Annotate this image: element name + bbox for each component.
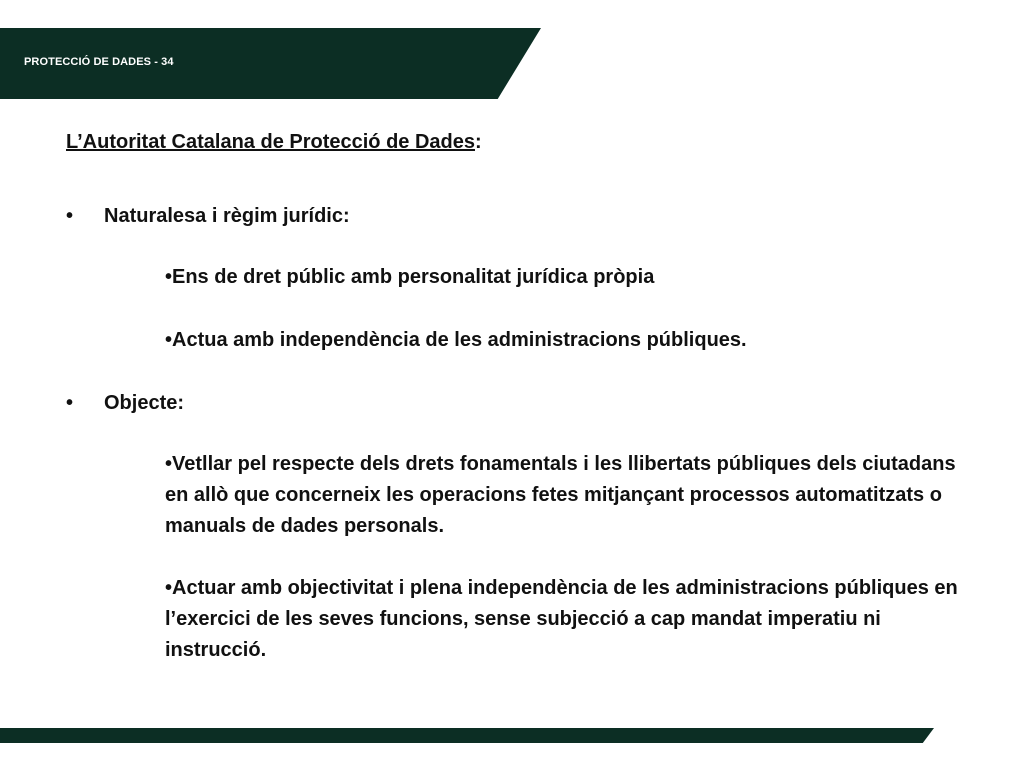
bullet-marker: •	[66, 392, 74, 414]
sub-item: •Actuar amb objectivitat i plena independència de les administracions públiques en l’exercici de les seves funcions, sense subjecció a cap mandat imperatiu ni instrucció.	[165, 577, 958, 661]
slide-title	[66, 128, 966, 156]
header-label: PROTECCIÓ DE DADES - 34	[24, 56, 174, 68]
bullet-marker: •	[66, 205, 74, 227]
section-label: Objecte:	[104, 392, 185, 414]
section-objecte	[66, 389, 966, 666]
section-heading	[66, 389, 966, 417]
slide-content	[66, 128, 966, 666]
sub-item: •Actua amb independència de les administracions públiques.	[165, 329, 747, 351]
section-naturalesa	[66, 202, 966, 356]
section-heading	[66, 202, 966, 230]
footer-band	[0, 728, 934, 743]
sub-item: •Vetllar pel respecte dels drets fonamentals i les llibertats públiques dels ciutadans en allò que concerneix les operacions fetes mitjançant processos automatitzats o manuals de dades personals.	[165, 453, 956, 537]
slide-title-colon: :	[475, 131, 482, 153]
sub-item: •Ens de dret públic amb personalitat jurídica pròpia	[165, 266, 655, 288]
section-label: Naturalesa i règim jurídic:	[104, 205, 350, 227]
slide-title-text: L’Autoritat Catalana de Protecció de Dades	[66, 131, 475, 153]
